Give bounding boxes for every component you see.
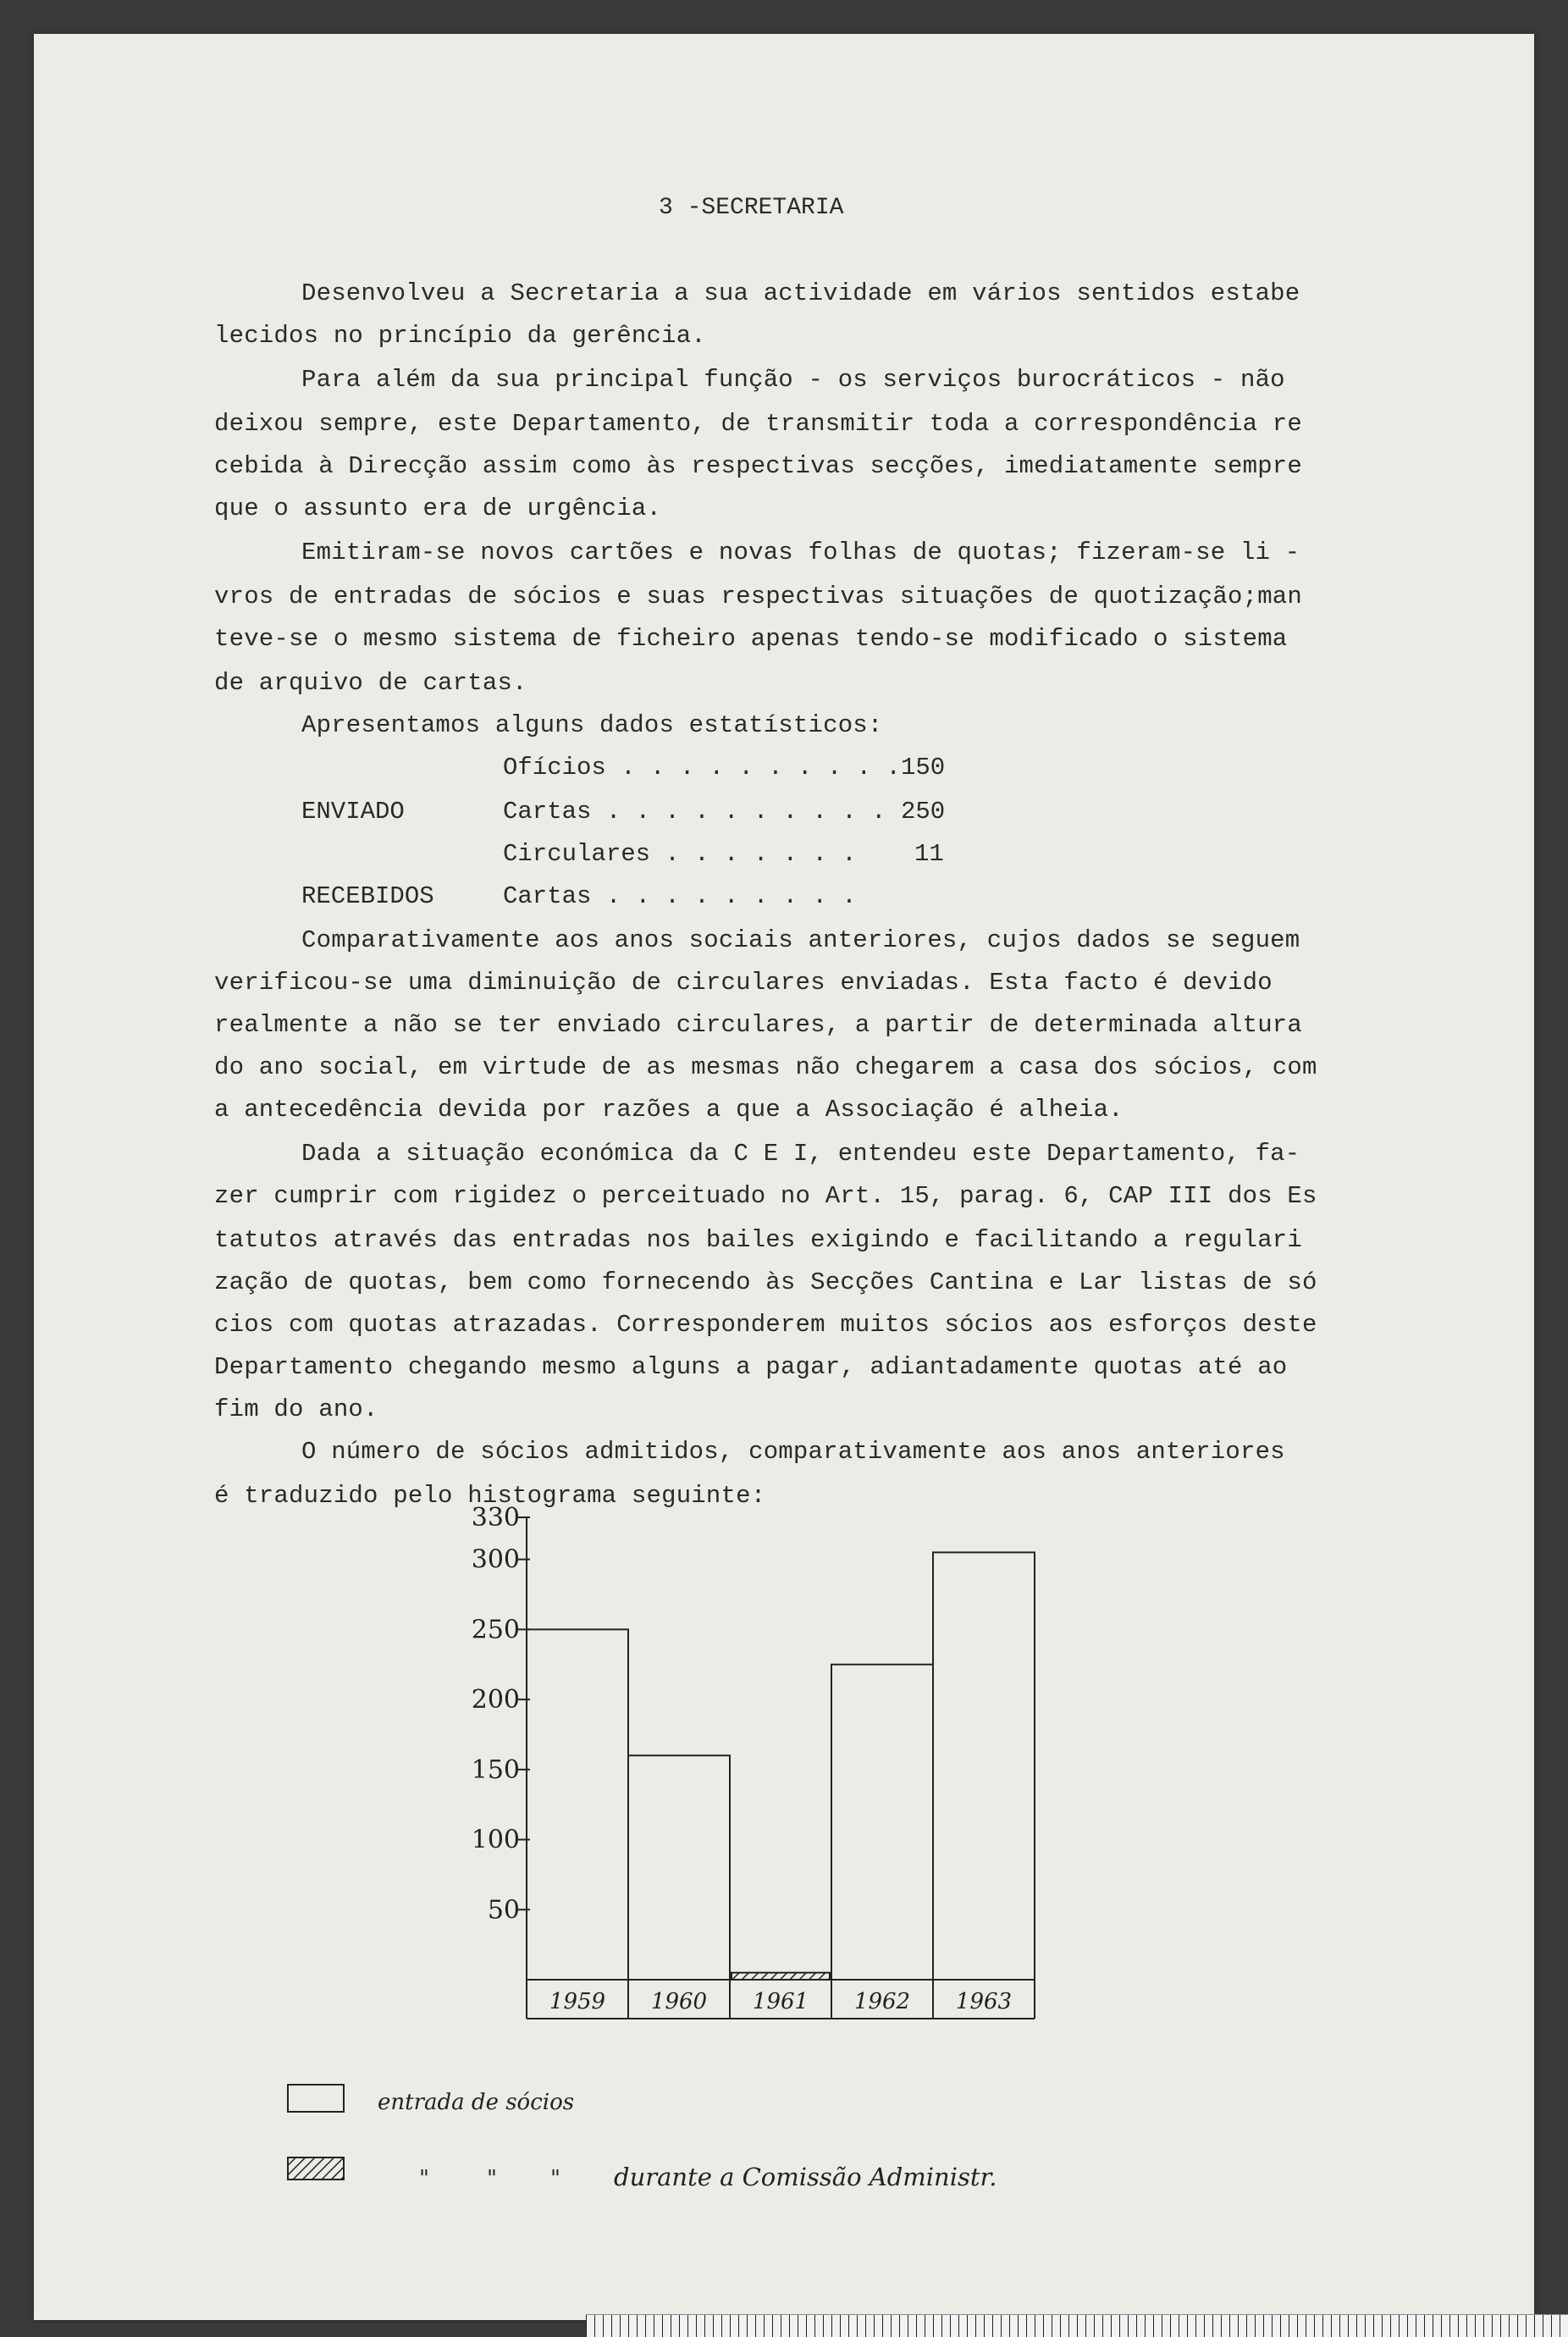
legend-hatched-box	[288, 2157, 344, 2180]
text-line: Dada a situação económica da C E I, entendeu este Departamento, fa-	[301, 1140, 1300, 1168]
bar	[831, 1665, 933, 1980]
text-line: vros de entradas de sócios e suas respectivas situações de quotização;man	[214, 583, 1303, 610]
bar	[933, 1552, 1035, 1980]
legend-comissao-label: durante a Comissão Administr.	[614, 2163, 997, 2191]
stat-group-label: RECEBIDOS	[301, 882, 434, 910]
text-line: é traduzido pelo histograma seguinte:	[214, 1482, 766, 1510]
x-tick-label: 1960	[650, 1989, 708, 2014]
bar-hatched	[732, 1973, 830, 1980]
stat-item: Circulares . . . . . . .	[503, 840, 857, 868]
text-line: Desenvolveu a Secretaria a sua actividade em vários sentidos estabe	[301, 279, 1300, 307]
text-line: Departamento chegando mesmo alguns a pagar, adiantadamente quotas até ao	[214, 1353, 1288, 1381]
y-tick-label: 250	[471, 1615, 520, 1645]
x-tick-label: 1962	[853, 1989, 911, 2014]
stat-item: Cartas . . . . . . . . .	[503, 882, 857, 910]
legend-ditto: "	[419, 2166, 429, 2191]
text-line: cios com quotas atrazadas. Corresponderem muitos sócios aos esforços deste	[214, 1311, 1317, 1339]
y-tick-label: 150	[471, 1754, 520, 1785]
text-line: verificou-se uma diminuição de circulares enviadas. Esta facto é devido	[214, 969, 1273, 997]
legend-ditto: "	[550, 2166, 560, 2191]
text-line: a antecedência devida por razões a que a Associação é alheia.	[214, 1096, 1124, 1124]
x-tick-label: 1963	[955, 1989, 1013, 2014]
text-line: Para além da sua principal função - os serviços burocráticos - não	[301, 366, 1285, 394]
y-tick-label: 330	[471, 1503, 520, 1533]
x-tick-label: 1961	[752, 1989, 809, 2014]
text-line: realmente a não se ter enviado circulares, a partir de determinada altura	[214, 1011, 1303, 1039]
stat-item: Ofícios . . . . . . . . . .	[503, 754, 901, 782]
text-line: zer cumprir com rigidez o perceituado no Art. 15, parag. 6, CAP III dos Es	[214, 1182, 1317, 1210]
legend-entrada-label: entrada de sócios	[378, 2090, 575, 2115]
bar	[628, 1755, 730, 1980]
stat-value: 11	[914, 840, 944, 868]
text-line: fim do ano.	[214, 1395, 378, 1423]
y-tick-label: 300	[471, 1544, 520, 1575]
scale-ruler	[586, 2314, 1568, 2337]
bar	[527, 1629, 628, 1980]
section-title: 3 -SECRETARIA	[659, 195, 844, 221]
text-line: do ano social, em virtude de as mesmas não chegarem a casa dos sócios, com	[214, 1053, 1317, 1081]
text-line: Emitiram-se novos cartões e novas folhas de quotas; fizeram-se li -	[301, 539, 1300, 566]
text-line: Apresentamos alguns dados estatísticos:	[301, 711, 883, 739]
text-line: lecidos no princípio da gerência.	[214, 322, 706, 350]
text-line: tatutos através das entradas nos bailes exigindo e facilitando a regulari	[214, 1226, 1303, 1254]
text-line: de arquivo de cartas.	[214, 669, 527, 697]
x-tick-label: 1959	[549, 1989, 606, 2014]
stat-value: 150	[901, 754, 946, 782]
text-line: Comparativamente aos anos sociais anteriores, cujos dados se seguem	[301, 926, 1300, 954]
text-line: O número de sócios admitidos, comparativamente aos anos anteriores	[301, 1438, 1285, 1466]
stat-value: 250	[901, 798, 946, 826]
text-line: que o assunto era de urgência.	[214, 494, 662, 522]
text-line: cebida à Direcção assim como às respectivas secções, imediatamente sempre	[214, 452, 1303, 480]
text-line: teve-se o mesmo sistema de ficheiro apenas tendo-se modificado o sistema	[214, 625, 1288, 653]
y-tick-label: 50	[487, 1895, 520, 1925]
y-tick-label: 200	[471, 1685, 520, 1715]
stat-item: Cartas . . . . . . . . . .	[503, 798, 886, 826]
stat-group-label: ENVIADO	[301, 798, 405, 826]
legend-plain-box	[288, 2085, 344, 2112]
legend-ditto: "	[487, 2166, 497, 2191]
y-tick-label: 100	[471, 1825, 520, 1855]
text-line: zação de quotas, bem como fornecendo às Secções Cantina e Lar listas de só	[214, 1268, 1317, 1296]
text-line: deixou sempre, este Departamento, de transmitir toda a correspondência re	[214, 410, 1303, 438]
